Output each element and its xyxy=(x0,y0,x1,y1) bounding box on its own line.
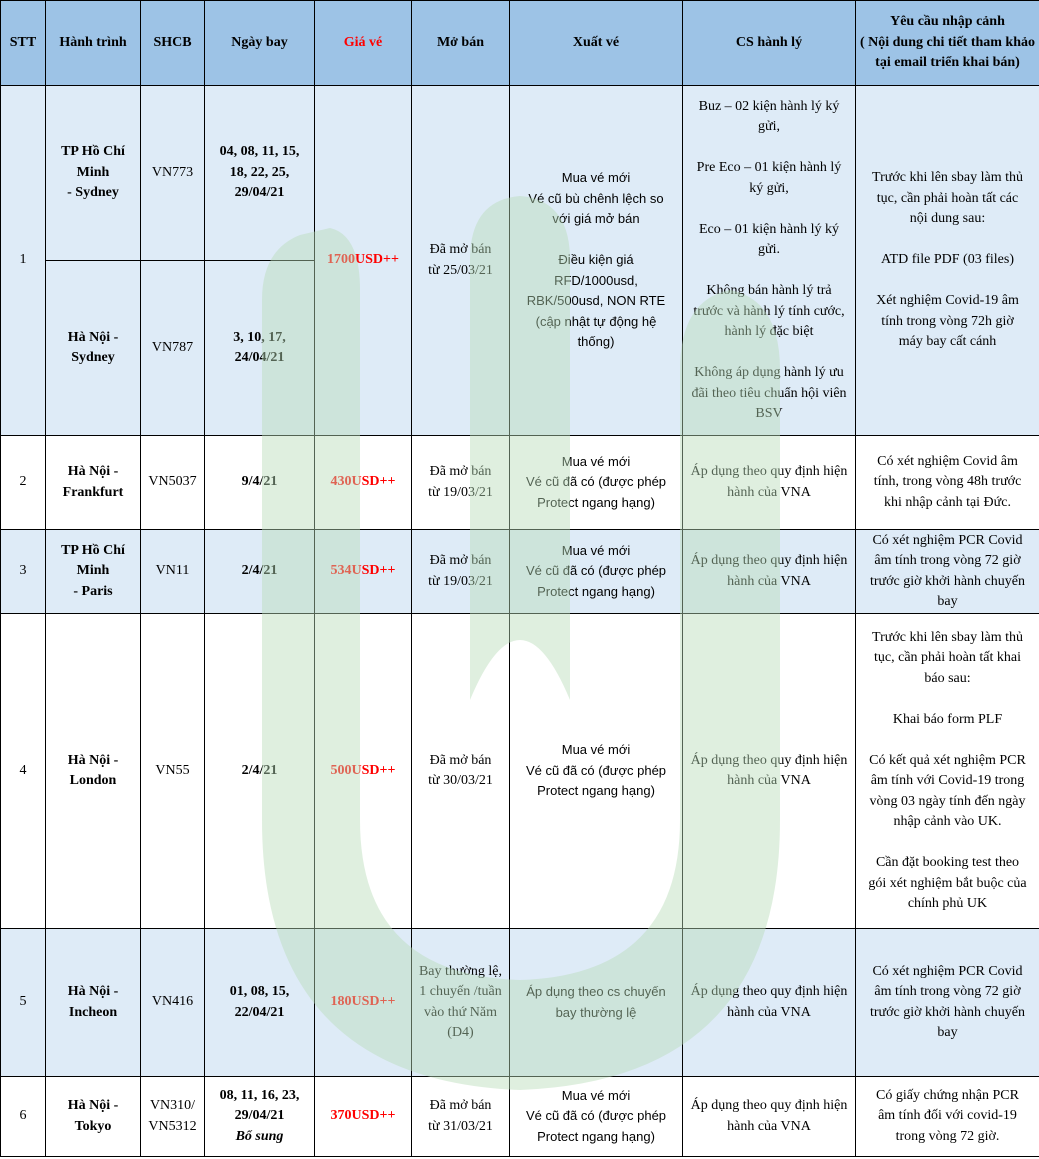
cell-route: Hà Nội - Frankfurt xyxy=(46,436,141,530)
table-row xyxy=(1,1077,1039,1157)
table-row xyxy=(1,929,1039,1077)
cell-flight: VN773 xyxy=(141,86,205,261)
cell-route: Hà Nội - Tokyo xyxy=(46,1077,141,1157)
cell-baggage: Buz – 02 kiện hành lý ký gửi, Pre Eco – 01 kiện hành lý ký gửi, Eco – 01 kiện hành lý ký gửi. Không bán hành lý trả trước và hành lý tính cước, hành lý đặc biệt Không áp dụng hành lý ưu đãi theo tiêu chuẩn hội viên BSV xyxy=(683,86,856,436)
cell-baggage: Áp dụng theo quy định hiện hành của VNA xyxy=(683,436,856,530)
cell-date: 3, 10, 17, 24/04/21 xyxy=(205,261,315,436)
cell-open: Đã mở bán từ 25/03/21 xyxy=(412,86,510,436)
header-entry: Yêu cầu nhập cảnh ( Nội dung chi tiết tham khảo tại email triển khai bán) xyxy=(856,1,1039,86)
date-note: Bổ sung xyxy=(235,1128,284,1144)
cell-stt: 4 xyxy=(1,614,46,929)
header-price: Giá vé xyxy=(315,1,412,86)
cell-stt: 3 xyxy=(1,530,46,614)
cell-stt: 5 xyxy=(1,929,46,1077)
header-stt: STT xyxy=(1,1,46,86)
cell-open: Đã mở bán từ 31/03/21 xyxy=(412,1077,510,1157)
date-text: 08, 11, 16, 23, 29/04/21 xyxy=(219,1087,300,1124)
cell-date: 2/4/21 xyxy=(205,530,315,614)
cell-open: Đã mở bán từ 19/03/21 xyxy=(412,436,510,530)
cell-stt: 1 xyxy=(1,86,46,436)
cell-date: 01, 08, 15, 22/04/21 xyxy=(205,929,315,1077)
cell-date xyxy=(205,1077,315,1157)
cell-route: Hà Nội - Incheon xyxy=(46,929,141,1077)
header-baggage: CS hành lý xyxy=(683,1,856,86)
cell-ticketing: Áp dụng theo cs chuyến bay thường lệ xyxy=(510,929,683,1077)
cell-flight: VN55 xyxy=(141,614,205,929)
cell-flight: VN310/ VN5312 xyxy=(141,1077,205,1157)
cell-ticketing: Mua vé mới Vé cũ đã có (được phép Protect ngang hạng) xyxy=(510,436,683,530)
cell-ticketing: Mua vé mới Vé cũ đã có (được phép Protect ngang hạng) xyxy=(510,1077,683,1157)
cell-date: 04, 08, 11, 15, 18, 22, 25, 29/04/21 xyxy=(205,86,315,261)
header-route: Hành trình xyxy=(46,1,141,86)
cell-price: 430USD++ xyxy=(315,436,412,530)
cell-baggage: Áp dụng theo quy định hiện hành của VNA xyxy=(683,929,856,1077)
cell-ticketing: Mua vé mới Vé cũ bù chênh lệch so với giá mở bán Điều kiện giá RFD/1000usd, RBK/500usd, NON RTE (cập nhật tự động hệ thống) xyxy=(510,86,683,436)
table-row xyxy=(1,86,1039,261)
header-date: Ngày bay xyxy=(205,1,315,86)
header-open: Mở bán xyxy=(412,1,510,86)
header-ticketing: Xuất vé xyxy=(510,1,683,86)
cell-open: Bay thường lệ, 1 chuyến /tuần vào thứ Năm (D4) xyxy=(412,929,510,1077)
cell-baggage: Áp dụng theo quy định hiện hành của VNA xyxy=(683,614,856,929)
cell-route: TP Hồ Chí Minh - Paris xyxy=(46,530,141,614)
header-flight: SHCB xyxy=(141,1,205,86)
cell-route: Hà Nội - Sydney xyxy=(46,261,141,436)
cell-flight: VN11 xyxy=(141,530,205,614)
cell-baggage: Áp dụng theo quy định hiện hành của VNA xyxy=(683,1077,856,1157)
cell-entry: Trước khi lên sbay làm thủ tục, cần phải hoàn tất khai báo sau: Khai báo form PLF Có kết quả xét nghiệm PCR âm tính với Covid-19 trong vòng 03 ngày tính đến ngày nhập cảnh vào UK. Cần đặt booking test theo gói xét nghiệm bắt buộc của chính phủ UK xyxy=(856,614,1039,929)
cell-price: 1700USD++ xyxy=(315,86,412,436)
cell-price: 370USD++ xyxy=(315,1077,412,1157)
cell-entry: Trước khi lên sbay làm thủ tục, cần phải hoàn tất các nội dung sau: ATD file PDF (03 files) Xét nghiệm Covid-19 âm tính trong vòng 72h giờ máy bay cất cánh xyxy=(856,86,1039,436)
table-row xyxy=(1,614,1039,929)
cell-date: 2/4/21 xyxy=(205,614,315,929)
cell-stt: 2 xyxy=(1,436,46,530)
cell-ticketing: Mua vé mới Vé cũ đã có (được phép Protect ngang hạng) xyxy=(510,614,683,929)
cell-route: Hà Nội - London xyxy=(46,614,141,929)
cell-price: 180USD++ xyxy=(315,929,412,1077)
cell-entry: Có xét nghiệm Covid âm tính, trong vòng 48h trước khi nhập cảnh tại Đức. xyxy=(856,436,1039,530)
cell-entry: Có giấy chứng nhận PCR âm tính đối với covid-19 trong vòng 72 giờ. xyxy=(856,1077,1039,1157)
table-row xyxy=(1,530,1039,614)
cell-price: 534USD++ xyxy=(315,530,412,614)
cell-ticketing: Mua vé mới Vé cũ đã có (được phép Protect ngang hạng) xyxy=(510,530,683,614)
cell-open: Đã mở bán từ 30/03/21 xyxy=(412,614,510,929)
table-row xyxy=(1,436,1039,530)
cell-price: 500USD++ xyxy=(315,614,412,929)
cell-entry: Có xét nghiệm PCR Covid âm tính trong vòng 72 giờ trước giờ khởi hành chuyến bay xyxy=(856,530,1039,614)
cell-stt: 6 xyxy=(1,1077,46,1157)
header-row xyxy=(1,1,1039,86)
cell-date: 9/4/21 xyxy=(205,436,315,530)
cell-flight: VN416 xyxy=(141,929,205,1077)
cell-entry: Có xét nghiệm PCR Covid âm tính trong vòng 72 giờ trước giờ khởi hành chuyến bay xyxy=(856,929,1039,1077)
cell-baggage: Áp dụng theo quy định hiện hành của VNA xyxy=(683,530,856,614)
cell-flight: VN5037 xyxy=(141,436,205,530)
cell-open: Đã mở bán từ 19/03/21 xyxy=(412,530,510,614)
cell-flight: VN787 xyxy=(141,261,205,436)
cell-route: TP Hồ Chí Minh - Sydney xyxy=(46,86,141,261)
